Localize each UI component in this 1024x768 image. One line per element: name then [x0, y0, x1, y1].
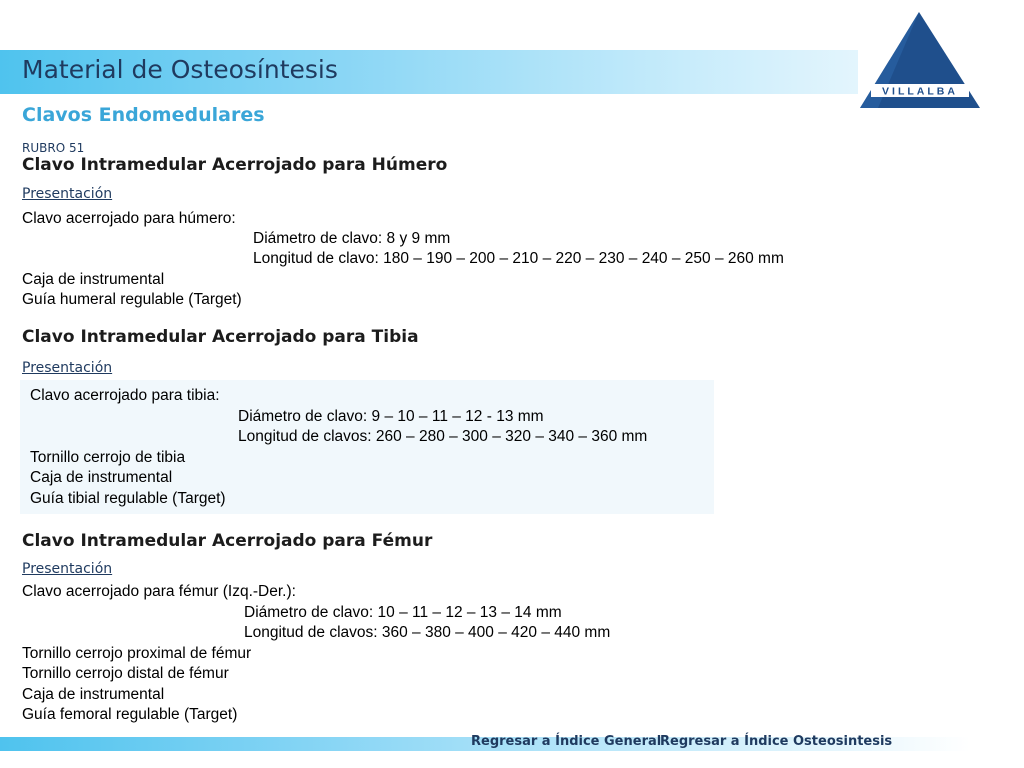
tibia-line: Clavo acerrojado para tibia: [30, 387, 220, 404]
rubro-label: RUBRO 51 [22, 141, 85, 155]
product-title-femur: Clavo Intramedular Acerrojado para Fémur [22, 531, 433, 551]
femur-line: Guía femoral regulable (Target) [22, 706, 238, 723]
femur-line: Tornillo cerrojo distal de fémur [22, 665, 229, 682]
page-title: Material de Osteosíntesis [22, 55, 338, 84]
femur-line: Clavo acerrojado para fémur (Izq.-Der.): [22, 583, 296, 600]
femur-diameter: Diámetro de clavo: 10 – 11 – 12 – 13 – 14 mm [244, 604, 562, 621]
presentacion-label-femur: Presentación [22, 561, 113, 577]
product-title-humero: Clavo Intramedular Acerrojado para Húmero [22, 155, 448, 175]
logo-text: VILLALBA [882, 85, 958, 98]
femur-line: Tornillo cerrojo proximal de fémur [22, 645, 252, 662]
tibia-diameter: Diámetro de clavo: 9 – 10 – 11 – 12 - 13 mm [238, 408, 544, 425]
tibia-line: Guía tibial regulable (Target) [30, 490, 226, 507]
tibia-line: Caja de instrumental [30, 469, 173, 486]
presentacion-label-tibia: Presentación [22, 360, 113, 376]
product-title-tibia: Clavo Intramedular Acerrojado para Tibia [22, 327, 419, 347]
tibia-length: Longitud de clavos: 260 – 280 – 300 – 320 – 340 – 360 mm [238, 428, 648, 445]
femur-line: Caja de instrumental [22, 686, 165, 703]
femur-length: Longitud de clavos: 360 – 380 – 400 – 420 – 440 mm [244, 624, 611, 641]
humero-line: Guía humeral regulable (Target) [22, 291, 242, 308]
villalba-logo [858, 10, 982, 112]
humero-length: Longitud de clavo: 180 – 190 – 200 – 210 – 220 – 230 – 240 – 250 – 260 mm [253, 250, 784, 267]
humero-line: Clavo acerrojado para húmero: [22, 210, 236, 227]
back-to-general-index-link[interactable]: Regresar a Índice General [471, 734, 662, 749]
section-title: Clavos Endomedulares [22, 104, 265, 126]
humero-line: Caja de instrumental [22, 271, 165, 288]
presentacion-label-humero: Presentación [22, 186, 113, 202]
back-to-osteosynthesis-index-link[interactable]: Regresar a Índice Osteosintesis [660, 734, 893, 749]
humero-diameter: Diámetro de clavo: 8 y 9 mm [253, 230, 451, 247]
tibia-line: Tornillo cerrojo de tibia [30, 449, 186, 466]
